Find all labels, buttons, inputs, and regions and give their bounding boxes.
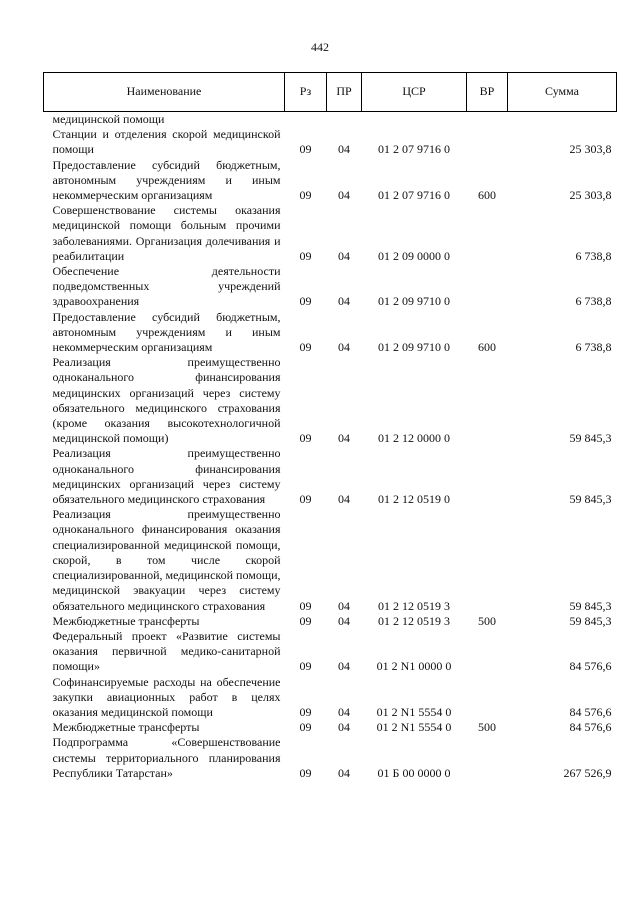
table-body xyxy=(44,112,617,781)
cell-name: Софинансируемые расходы на обеспечение закупки авиационных работ в целях оказания медицинской помощи xyxy=(52,674,281,719)
cell-rz: 09 xyxy=(299,492,312,507)
cell-pr: 04 xyxy=(338,598,350,613)
header-pr: ПР xyxy=(327,73,362,112)
cell-sum: 59 845,3 xyxy=(569,492,612,507)
cell-name: Подпрограмма «Совершенствование системы территориального планирования Республики Татарстан» xyxy=(52,735,281,780)
cell-rz: 09 xyxy=(299,720,312,735)
cell-csr: 01 2 N1 5554 0 xyxy=(376,704,452,719)
table-row xyxy=(44,614,617,629)
cell-vr xyxy=(467,264,508,310)
table-row xyxy=(44,310,617,356)
cell-name: медицинской помощи xyxy=(52,112,165,126)
cell-rz: 09 xyxy=(299,659,312,674)
page-number: 442 xyxy=(311,40,329,54)
cell-pr: 04 xyxy=(338,431,350,446)
cell-name: Станции и отделения скорой медицинской помощи xyxy=(52,127,281,157)
cell-pr: 04 xyxy=(338,704,350,719)
cell-pr: 04 xyxy=(338,142,350,157)
header-sum: Сумма xyxy=(508,73,617,112)
cell-pr: 04 xyxy=(338,294,350,309)
table-row xyxy=(44,127,617,157)
cell-vr xyxy=(467,675,508,721)
cell-name: Реализация преимущественно одноканального финансирования медицинских организаций через систему обязательного медицинского страхования (кроме оказания высокотехнологичной медицинской помощи) xyxy=(52,355,281,446)
cell-rz xyxy=(285,112,327,128)
cell-rz: 09 xyxy=(299,294,312,309)
cell-sum: 59 845,3 xyxy=(569,613,612,628)
table-row xyxy=(44,203,617,264)
cell-name: Предоставление субсидий бюджетным, автономным учреждениям и иным некоммерческим организациям xyxy=(52,309,281,355)
cell-rz: 09 xyxy=(299,598,312,613)
cell-rz: 09 xyxy=(299,188,312,203)
cell-rz: 09 xyxy=(299,613,312,628)
cell-csr: 01 2 07 9716 0 xyxy=(378,188,450,203)
cell-csr: 01 2 12 0519 0 xyxy=(378,492,450,507)
header-row xyxy=(44,73,617,112)
table-row xyxy=(44,264,617,310)
cell-csr: 01 2 09 9710 0 xyxy=(378,294,450,309)
cell-csr: 01 Б 00 0000 0 xyxy=(377,765,451,780)
cell-pr: 04 xyxy=(338,188,350,203)
cell-csr: 01 2 09 9710 0 xyxy=(378,340,450,355)
cell-vr: 500 xyxy=(478,720,496,735)
cell-pr: 04 xyxy=(338,765,350,780)
table-row xyxy=(44,158,617,204)
table-row xyxy=(44,507,617,613)
cell-vr: 500 xyxy=(478,613,496,628)
table-row xyxy=(44,720,617,735)
cell-name: Предоставление субсидий бюджетным, автономным учреждениям и иным некоммерческим организациям xyxy=(52,157,281,203)
cell-pr: 04 xyxy=(338,720,350,735)
cell-vr xyxy=(467,446,508,507)
cell-sum: 84 576,6 xyxy=(569,720,612,735)
cell-sum: 6 738,8 xyxy=(575,340,612,355)
cell-rz: 09 xyxy=(299,340,312,355)
cell-pr: 04 xyxy=(338,340,350,355)
cell-sum xyxy=(508,112,617,128)
header-csr: ЦСР xyxy=(362,73,467,112)
cell-pr: 04 xyxy=(338,492,350,507)
cell-vr xyxy=(467,629,508,675)
cell-csr: 01 2 07 9716 0 xyxy=(378,142,450,157)
cell-csr xyxy=(362,112,467,128)
header-rz: Рз xyxy=(285,73,327,112)
cell-vr xyxy=(467,507,508,613)
cell-sum: 25 303,8 xyxy=(569,188,612,203)
cell-sum: 59 845,3 xyxy=(569,431,612,446)
cell-vr xyxy=(467,735,508,781)
cell-name: Межбюджетные трансферты xyxy=(52,720,200,735)
cell-csr: 01 2 09 0000 0 xyxy=(378,248,450,263)
budget-table xyxy=(43,72,617,781)
cell-pr: 04 xyxy=(338,613,350,628)
cell-pr: 04 xyxy=(338,659,350,674)
cell-sum: 267 526,9 xyxy=(563,765,612,780)
table-row xyxy=(44,112,617,128)
cell-rz: 09 xyxy=(299,704,312,719)
cell-rz: 09 xyxy=(299,765,312,780)
cell-pr xyxy=(327,112,362,128)
cell-csr: 01 2 12 0519 3 xyxy=(378,598,450,613)
cell-csr: 01 2 N1 5554 0 xyxy=(376,720,452,735)
cell-csr: 01 2 12 0000 0 xyxy=(378,431,450,446)
cell-sum: 59 845,3 xyxy=(569,598,612,613)
header-name: Наименование xyxy=(44,73,285,112)
cell-vr xyxy=(467,112,508,128)
cell-vr: 600 xyxy=(478,188,496,203)
table-header xyxy=(44,73,617,112)
header-vr: ВР xyxy=(467,73,508,112)
cell-pr: 04 xyxy=(338,248,350,263)
cell-name: Реализация преимущественно одноканального финансирования оказания специализированной медицинской помощи, скорой, в том числе скорой специализированной, медицинской помощи, медицинской эвакуации через систему обязательного медицинского страхования xyxy=(52,507,281,613)
cell-rz: 09 xyxy=(299,248,312,263)
cell-sum: 6 738,8 xyxy=(575,294,612,309)
cell-name: Совершенствование системы оказания медицинской помощи больным прочими заболеваниями. Организация долечивания и реабилитации xyxy=(52,203,281,263)
cell-vr: 600 xyxy=(478,340,496,355)
cell-vr xyxy=(467,355,508,446)
cell-rz: 09 xyxy=(299,431,312,446)
cell-name: Межбюджетные трансферты xyxy=(52,613,200,628)
table-row xyxy=(44,355,617,446)
cell-sum: 84 576,6 xyxy=(569,659,612,674)
cell-name: Реализация преимущественно одноканального финансирования медицинских организаций через систему обязательного медицинского страхования xyxy=(52,446,281,507)
cell-vr xyxy=(467,127,508,157)
cell-vr xyxy=(467,203,508,264)
table-row xyxy=(44,735,617,781)
table-row xyxy=(44,675,617,721)
cell-sum: 25 303,8 xyxy=(569,142,612,157)
cell-name: Федеральный проект «Развитие системы оказания первичной медико-санитарной помощи» xyxy=(52,628,281,674)
cell-rz: 09 xyxy=(299,142,312,157)
cell-csr: 01 2 12 0519 3 xyxy=(378,613,450,628)
cell-csr: 01 2 N1 0000 0 xyxy=(376,659,452,674)
cell-sum: 84 576,6 xyxy=(569,704,612,719)
table-row xyxy=(44,629,617,675)
table-row xyxy=(44,446,617,507)
cell-sum: 6 738,8 xyxy=(575,248,612,263)
cell-name: Обеспечение деятельности подведомственных учреждений здравоохранения xyxy=(52,264,281,309)
